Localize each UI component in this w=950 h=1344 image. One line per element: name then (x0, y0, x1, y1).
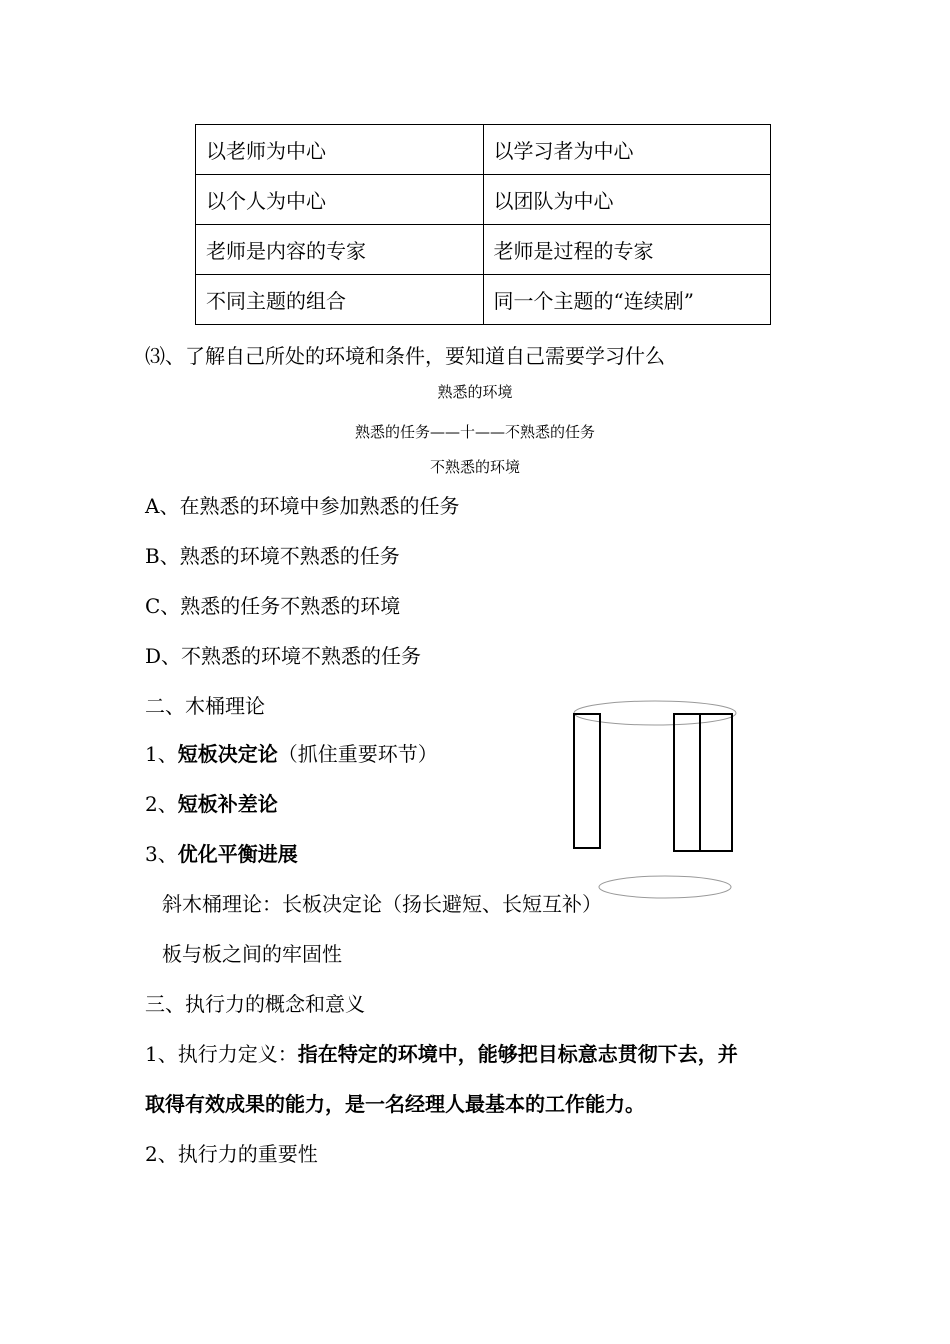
table-row (196, 225, 771, 275)
execution-definition-line1 (145, 1038, 738, 1067)
barrel-item-2-prefix: 2、 (145, 792, 178, 816)
table-row (196, 175, 771, 225)
table-cell: 以学习者为中心 (483, 125, 771, 175)
option-b: B、熟悉的环境不熟悉的任务 (145, 544, 400, 568)
section-heading-environment: ⑶、了解自己所处的环境和条件，要知道自己需要学习什么 (145, 344, 665, 368)
barrel-item-1-prefix: 1、 (145, 742, 178, 766)
option-d: D、不熟悉的环境不熟悉的任务 (145, 644, 422, 668)
table-cell: 不同主题的组合 (196, 275, 484, 325)
execution-definition-label: 1、执行力定义： (145, 1042, 298, 1066)
diagram-label-top: 熟悉的环境 (437, 383, 513, 401)
barrel-short-stave (574, 714, 600, 848)
execution-definition-line2: 取得有效成果的能力，是一名经理人最基本的工作能力。 (145, 1092, 645, 1116)
comparison-table (195, 124, 771, 325)
option-a: A、在熟悉的环境中参加熟悉的任务 (145, 494, 460, 518)
barrel-item-2-title: 短板补差论 (177, 792, 278, 816)
barrel-bottom-rim (599, 876, 731, 898)
table-cell: 老师是过程的专家 (483, 225, 771, 275)
table-cell: 老师是内容的专家 (196, 225, 484, 275)
comparison-table-body (196, 125, 771, 325)
barrel-item-3-title: 优化平衡进展 (177, 842, 298, 866)
barrel-item-1 (145, 738, 438, 767)
table-row (196, 275, 771, 325)
execution-importance: 2、执行力的重要性 (145, 1142, 318, 1166)
barrel-stave-left (674, 714, 700, 851)
table-cell: 以团队为中心 (483, 175, 771, 225)
barrel-item-2 (145, 788, 278, 817)
execution-heading: 三、执行力的概念和意义 (145, 992, 365, 1016)
barrel-item-1-title: 短板决定论 (177, 742, 278, 766)
barrel-item-1-note: （抓住重要环节） (277, 742, 438, 766)
board-joint-note: 板与板之间的牢固性 (162, 942, 342, 966)
diagram-label-bottom: 不熟悉的环境 (429, 458, 520, 476)
barrel-diagram (560, 700, 740, 905)
option-c: C、熟悉的任务不熟悉的环境 (145, 594, 401, 618)
table-row (196, 125, 771, 175)
tilted-barrel-theory: 斜木桶理论：长板决定论（扬长避短、长短互补） (162, 892, 602, 916)
barrel-item-3 (145, 838, 298, 867)
table-cell: 同一个主题的“连续剧” (483, 275, 771, 325)
table-cell: 以个人为中心 (196, 175, 484, 225)
table-cell: 以老师为中心 (196, 125, 484, 175)
execution-definition-text: 指在特定的环境中，能够把目标意志贯彻下去，并 (297, 1042, 738, 1066)
barrel-item-3-prefix: 3、 (145, 842, 178, 866)
barrel-theory-heading: 二、木桶理论 (145, 694, 265, 718)
diagram-label-middle: 熟悉的任务——十——不熟悉的任务 (354, 423, 595, 441)
barrel-stave-right (700, 714, 732, 851)
